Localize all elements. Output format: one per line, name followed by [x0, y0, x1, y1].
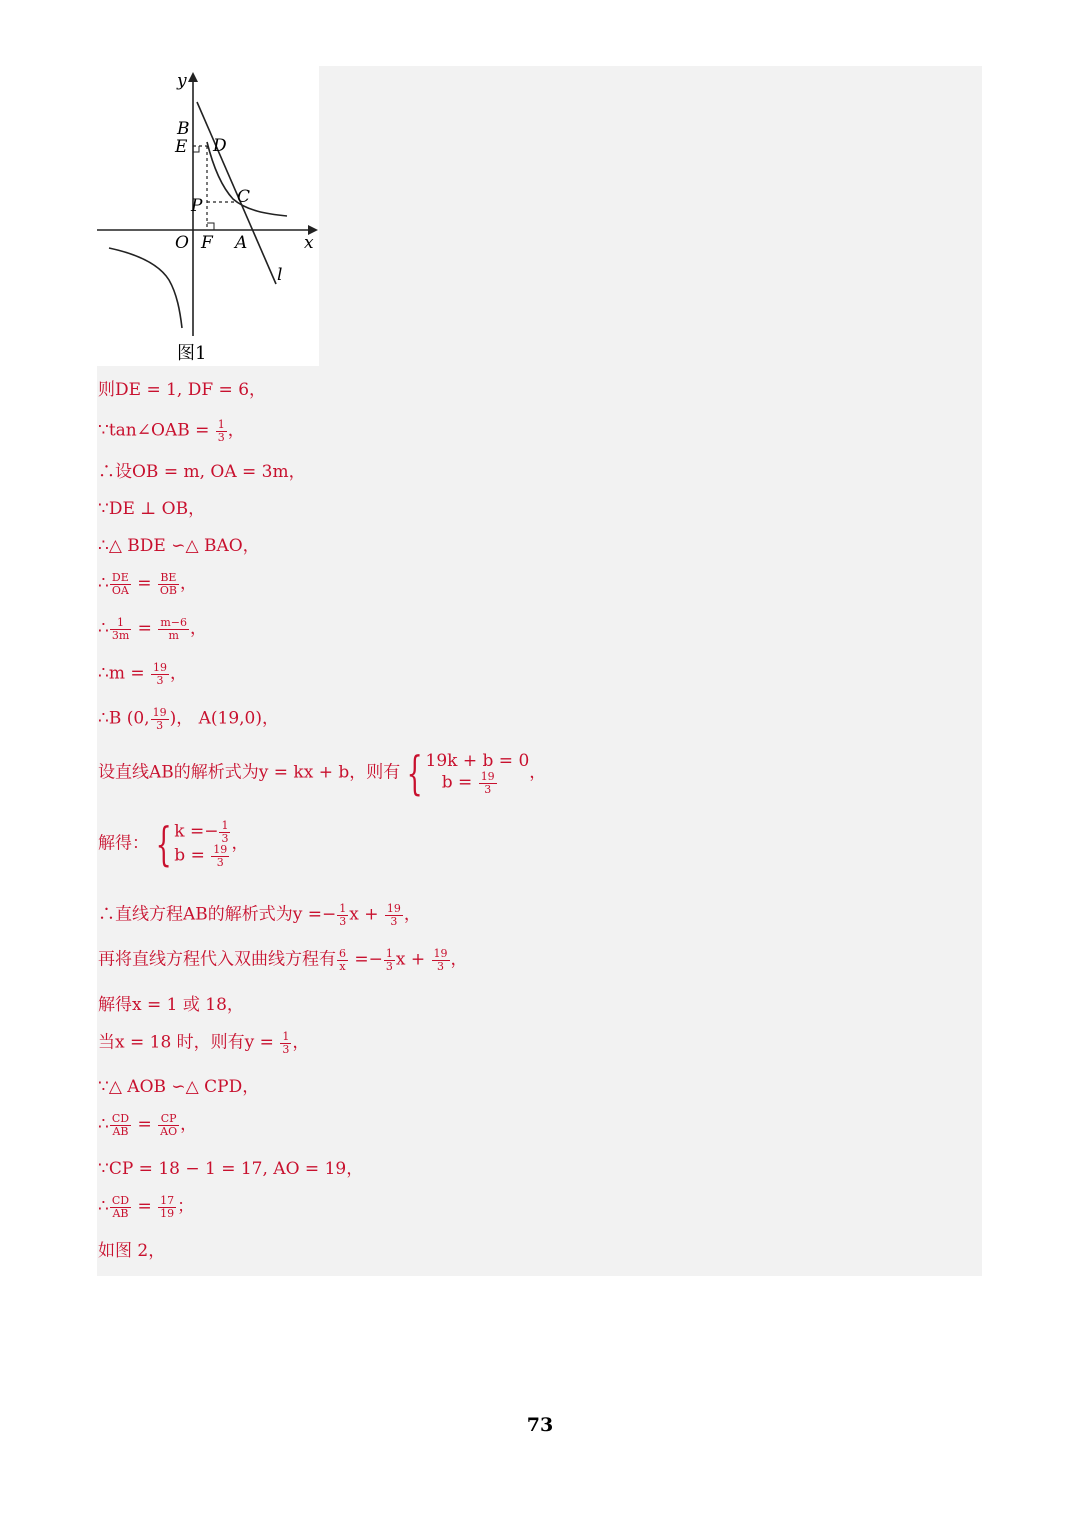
y-axis-arrow — [188, 72, 198, 82]
step-17: ∴ $\frac{CD}{AB}$ = $\frac{CP}{AO}$ ， — [98, 1112, 198, 1138]
step-20: 如图 2， — [98, 1241, 166, 1261]
step-7: ∴ $\frac{1}{3m}$ = $\frac{m-6}{m}$ ， — [98, 616, 207, 642]
figure-1 — [97, 66, 319, 366]
step-15: 当x = 18 时，则有y = $\frac{1}{3}$ ， — [98, 1030, 310, 1056]
step-10: 设直线AB的解析式为y = kx + b，则有 { 19k + b = 0 b = $\frac{19}{3}$ ， — [98, 746, 547, 800]
page-number: 73 — [526, 1414, 554, 1436]
step-5: ∴△ BDE ∽△ BAO， — [98, 536, 260, 556]
coordinate-diagram — [97, 66, 319, 366]
label-A: A — [235, 233, 248, 253]
step-11: 解得： { k =− $\frac{1}{3}$ b = $\frac{19}{3}$ ， — [98, 817, 249, 872]
label-B: B — [177, 119, 190, 139]
right-angle-E — [193, 146, 199, 152]
label-E: E — [175, 137, 188, 157]
label-y: y — [177, 71, 187, 91]
step-8: ∴m = $\frac{19}{3}$ ， — [98, 661, 187, 687]
step-2: ∵tan∠OAB = $\frac{1}{3}$ ， — [98, 418, 245, 444]
label-O: O — [175, 233, 189, 253]
step-16: ∵△ AOB ∽△ CPD， — [98, 1077, 260, 1097]
label-P: P — [191, 196, 203, 216]
hyperbola-branch-left — [109, 248, 182, 328]
step-13: 再将直线方程代入双曲线方程有 $\frac{6}{x}$ =− $\frac{1}{3}$ x + $\frac{19}{3}$ ， — [98, 947, 468, 973]
step-9: ∴B (0, $\frac{19}{3}$ )， A(19,0)， — [98, 706, 280, 732]
step-12: ∴直线方程AB的解析式为y =− $\frac{1}{3}$ x + $\frac{19}{3}$ ， — [98, 902, 421, 928]
step-4: ∵DE ⊥ OB， — [98, 499, 206, 519]
step-3: ∴设OB = m, OA = 3m， — [98, 462, 306, 482]
label-x: x — [304, 233, 314, 253]
label-D: D — [213, 136, 227, 156]
figure-caption: 图1 — [177, 343, 207, 364]
label-l: l — [277, 265, 283, 285]
step-19: ∴ $\frac{CD}{AB}$ = $\frac{17}{19}$ ； — [98, 1194, 195, 1220]
step-18: ∵CP = 18 − 1 = 17, AO = 19， — [98, 1159, 364, 1179]
step-6: ∴ $\frac{DE}{OA}$ = $\frac{BE}{OB}$ ， — [98, 571, 197, 597]
label-F: F — [201, 233, 213, 253]
right-angle-F — [207, 223, 214, 230]
label-C: C — [237, 187, 251, 207]
step-14: 解得x = 1 或 18， — [98, 995, 244, 1015]
step-1: 则DE = 1, DF = 6， — [98, 380, 267, 400]
